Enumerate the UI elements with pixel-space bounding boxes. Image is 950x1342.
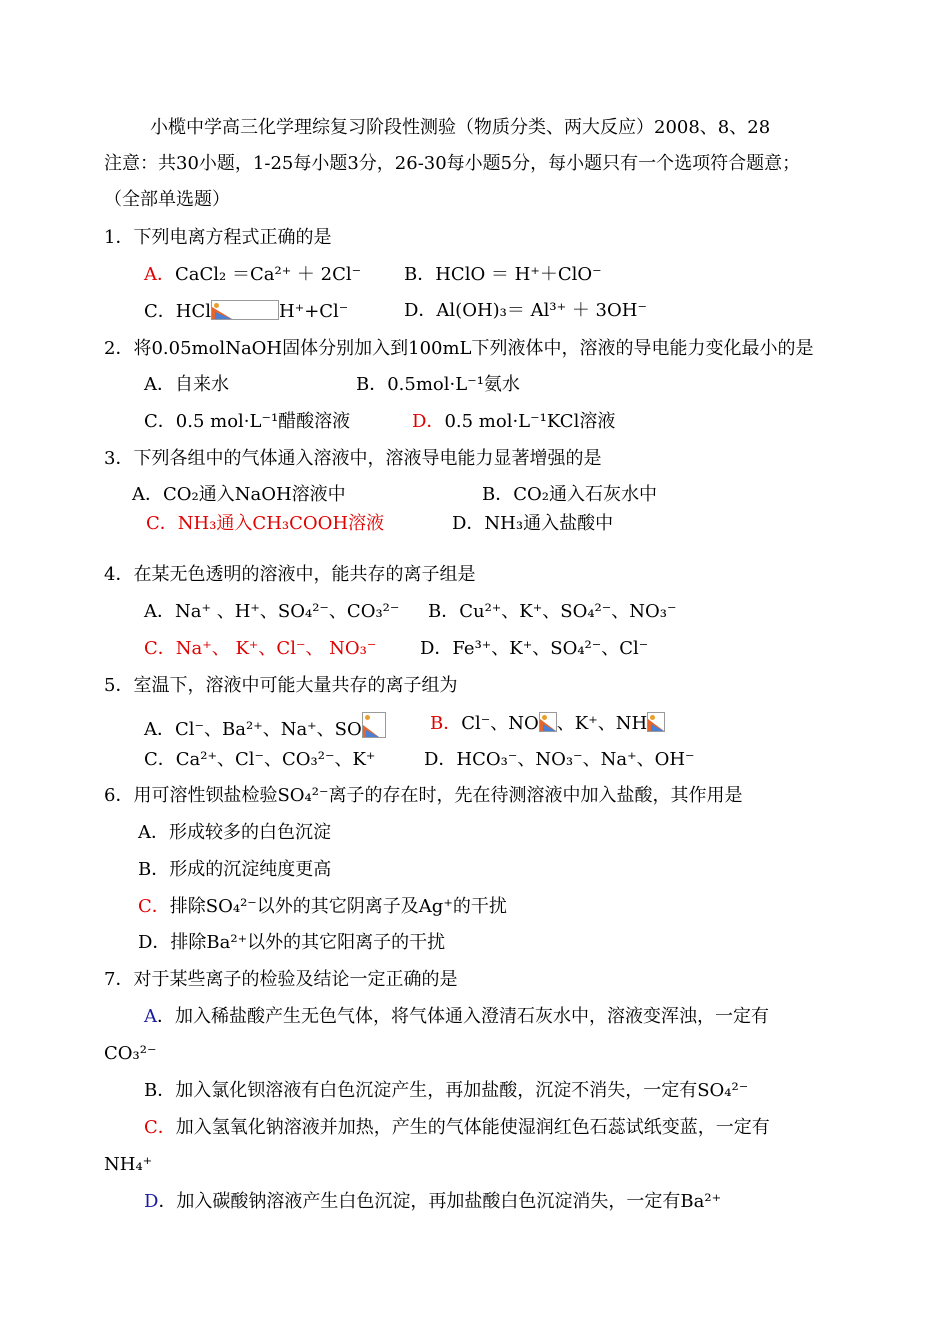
question-6-option-b: B．形成的沉淀纯度更高 <box>138 859 332 880</box>
option-text: 加入氢氧化钠溶液并加热，产生的气体能使湿润红色石蕊试纸变蓝，一定有 <box>175 1117 770 1138</box>
question-7-option-a-cont: CO₃²⁻ <box>104 1043 157 1064</box>
image-placeholder-icon <box>647 712 665 732</box>
question-3-stem: 3．下列各组中的气体通入溶液中，溶液导电能力显著增强的是 <box>104 448 602 469</box>
option-letter: C． <box>144 1117 176 1138</box>
question-2-stem: 2．将0.05molNaOH固体分别加入到100mL下列液体中，溶液的导电能力变化最小的是 <box>104 338 814 359</box>
question-1-option-a <box>144 264 361 286</box>
question-6-stem: 6．用可溶性钡盐检验SO₄²⁻离子的存在时，先在待测溶液中加入盐酸，其作用是 <box>104 785 743 806</box>
question-3-option-d: D．NH₃通入盐酸中 <box>452 513 614 534</box>
option-text: A．Cl⁻、Ba²⁺、Na⁺、SO <box>144 719 362 740</box>
question-4-option-a: A．Na⁺ 、H⁺、SO₄²⁻、CO₃²⁻ <box>144 601 400 622</box>
question-1-stem: 1．下列电离方程式正确的是 <box>104 227 332 248</box>
question-3-option-a: A．CO₂通入NaOH溶液中 <box>132 484 346 505</box>
option-text: CaCl₂ ＝Ca²⁺ ＋ 2Cl⁻ <box>175 264 362 285</box>
question-7-option-a <box>144 1006 769 1028</box>
question-1-option-b: B．HClO ＝ H⁺＋ClO⁻ <box>404 264 602 285</box>
question-7-option-c-cont: NH₄⁺ <box>104 1154 153 1175</box>
question-6-option-c <box>138 896 507 918</box>
question-5-option-a <box>144 712 386 741</box>
question-7-option-c <box>144 1117 770 1139</box>
question-2-option-d <box>412 411 615 433</box>
option-letter: D <box>144 1191 159 1212</box>
question-3-option-b: B．CO₂通入石灰水中 <box>482 484 657 505</box>
option-text: 排除SO₄²⁻以外的其它阴离子及Ag⁺的干扰 <box>169 896 507 917</box>
image-placeholder-icon <box>211 300 279 320</box>
question-4-option-c: C．Na⁺、 K⁺、Cl⁻、 NO₃⁻ <box>144 638 377 659</box>
question-6-option-d: D．排除Ba²⁺以外的其它阳离子的干扰 <box>138 932 446 953</box>
question-7-option-d <box>144 1191 721 1213</box>
option-letter: B． <box>430 713 462 734</box>
option-text: ．加入碳酸钠溶液产生白色沉淀，再加盐酸白色沉淀消失，一定有Ba²⁺ <box>158 1191 722 1212</box>
question-7-stem: 7．对于某些离子的检验及结论一定正确的是 <box>104 969 458 990</box>
question-5-option-d: D．HCO₃⁻、NO₃⁻、Na⁺、OH⁻ <box>424 749 695 770</box>
question-2-option-a: A．自来水 <box>144 374 229 395</box>
question-4-option-b: B．Cu²⁺、K⁺、SO₄²⁻、NO₃⁻ <box>428 601 677 622</box>
option-text: C．HCl <box>144 301 211 322</box>
option-letter: A． <box>144 264 175 285</box>
option-text: Cl⁻、NO <box>461 713 539 734</box>
image-placeholder-icon <box>539 712 557 732</box>
question-5-option-c: C．Ca²⁺、Cl⁻、CO₃²⁻、K⁺ <box>144 749 376 770</box>
instructions: 注意：共30小题，1-25每小题3分，26-30每小题5分，每小题只有一个选项符合题意； <box>104 153 801 174</box>
question-5-option-b <box>430 712 665 735</box>
option-letter: D． <box>412 411 445 432</box>
option-letter: C． <box>138 896 170 917</box>
question-7-option-b: B．加入氯化钡溶液有白色沉淀产生，再加盐酸，沉淀不消失，一定有SO₄²⁻ <box>144 1080 749 1101</box>
image-placeholder-icon <box>362 712 386 738</box>
option-letter: A <box>144 1006 157 1027</box>
question-1-option-c <box>144 300 348 323</box>
option-text: ．加入稀盐酸产生无色气体，将气体通入澄清石灰水中，溶液变浑浊，一定有 <box>157 1006 769 1027</box>
question-5-stem: 5．室温下，溶液中可能大量共存的离子组为 <box>104 675 458 696</box>
instructions-cont: （全部单选题） <box>104 189 230 210</box>
question-2-option-c: C．0.5 mol·L⁻¹醋酸溶液 <box>144 411 351 432</box>
question-4-stem: 4．在某无色透明的溶液中，能共存的离子组是 <box>104 564 476 585</box>
question-4-option-d: D．Fe³⁺、K⁺、SO₄²⁻、Cl⁻ <box>420 638 649 659</box>
question-1-option-d: D．Al(OH)₃＝ Al³⁺ ＋ 3OH⁻ <box>404 300 647 321</box>
question-3-option-c: C．NH₃通入CH₃COOH溶液 <box>146 513 385 534</box>
option-text: 0.5 mol·L⁻¹KCl溶液 <box>444 411 616 432</box>
option-text-cont: H⁺+Cl⁻ <box>279 301 349 322</box>
question-2-option-b: B．0.5mol·L⁻¹氨水 <box>356 374 520 395</box>
question-6-option-a: A．形成较多的白色沉淀 <box>138 822 331 843</box>
option-text-cont: 、K⁺、NH <box>556 713 648 734</box>
page-title: 小榄中学高三化学理综复习阶段性测验（物质分类、两大反应）2008、8、28 <box>150 117 771 138</box>
